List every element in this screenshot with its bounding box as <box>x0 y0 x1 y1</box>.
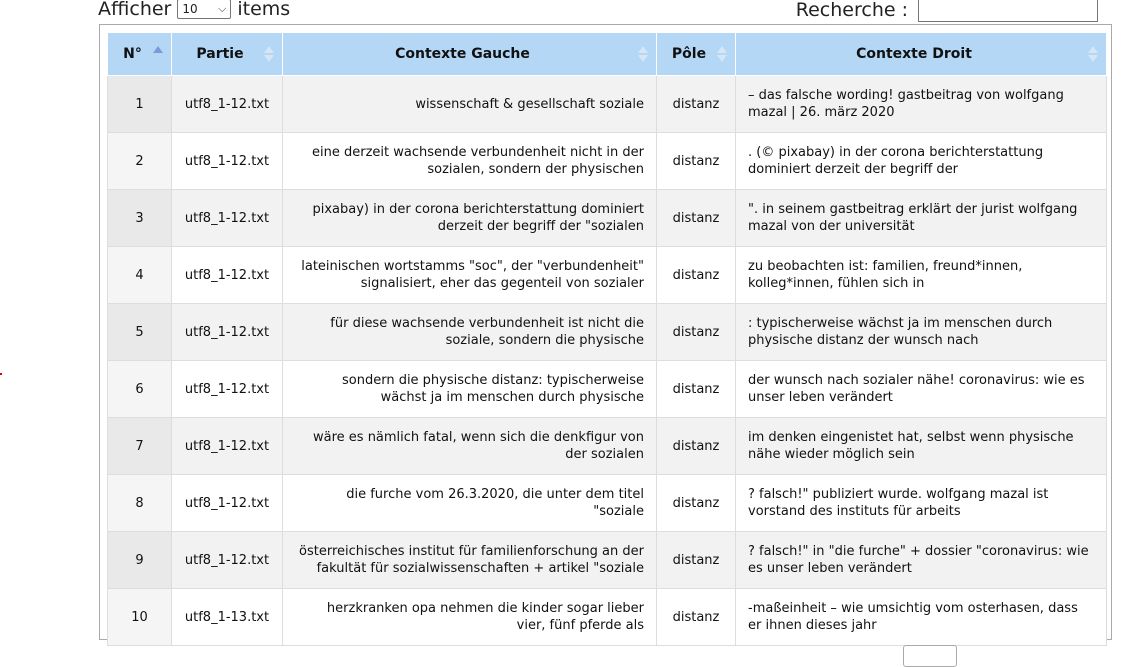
header-row <box>108 33 1107 76</box>
cell-no: 4 <box>108 247 172 304</box>
cell-partie: utf8_1-12.txt <box>172 133 283 190</box>
cell-partie: utf8_1-12.txt <box>172 247 283 304</box>
cell-contexte-gauche: für diese wachsende verbundenheit ist nicht die soziale, sondern die physische <box>283 304 657 361</box>
cell-no: 2 <box>108 133 172 190</box>
cell-pole: distanz <box>657 247 736 304</box>
cell-partie: utf8_1-12.txt <box>172 532 283 589</box>
cell-no: 7 <box>108 418 172 475</box>
cell-contexte-droit: ". in seinem gastbeitrag erklärt der jurist wolfgang mazal von der universität <box>736 190 1107 247</box>
cell-no: 6 <box>108 361 172 418</box>
cell-pole: distanz <box>657 190 736 247</box>
sort-icon <box>264 44 274 64</box>
table-row <box>108 532 1107 589</box>
cell-contexte-gauche: pixabay) in der corona berichterstattung dominiert derzeit der begriff der "sozialen <box>283 190 657 247</box>
cell-partie: utf8_1-12.txt <box>172 475 283 532</box>
sort-icon <box>717 44 727 64</box>
cell-contexte-gauche: wissenschaft & gesellschaft soziale <box>283 76 657 133</box>
table-controls <box>98 0 1098 24</box>
cell-pole: distanz <box>657 532 736 589</box>
page-size-value: 10 <box>182 2 198 16</box>
cell-pole: distanz <box>657 475 736 532</box>
cell-partie: utf8_1-12.txt <box>172 304 283 361</box>
header-no[interactable]: N° <box>108 33 172 76</box>
cell-contexte-droit: . (© pixabay) in der corona berichterstattung dominiert derzeit der begriff der <box>736 133 1107 190</box>
table-row <box>108 190 1107 247</box>
cell-contexte-gauche: sondern die physische distanz: typischerweise wächst ja im menschen durch physische <box>283 361 657 418</box>
table-row <box>108 589 1107 646</box>
chevron-down-icon: ⌵ <box>218 2 227 15</box>
sort-icon <box>638 44 648 64</box>
cell-no: 8 <box>108 475 172 532</box>
cell-contexte-gauche: die furche vom 26.3.2020, die unter dem titel "soziale <box>283 475 657 532</box>
cell-contexte-droit: zu beobachten ist: familien, freund*innen, kolleg*innen, fühlen sich in <box>736 247 1107 304</box>
table-row <box>108 304 1107 361</box>
cell-contexte-gauche: wäre es nämlich fatal, wenn sich die denkfigur von der sozialen <box>283 418 657 475</box>
table-row <box>108 76 1107 133</box>
sort-asc-icon <box>153 44 163 64</box>
table-row <box>108 133 1107 190</box>
pagination-button[interactable] <box>903 645 957 667</box>
search-input[interactable] <box>918 0 1098 22</box>
cell-partie: utf8_1-12.txt <box>172 76 283 133</box>
cell-contexte-droit: -maßeinheit – wie umsichtig vom osterhasen, dass er ihnen dieses jahr <box>736 589 1107 646</box>
sort-icon <box>1088 44 1098 64</box>
page-size-select[interactable] <box>177 0 231 19</box>
cell-partie: utf8_1-12.txt <box>172 361 283 418</box>
cell-contexte-gauche: herzkranken opa nehmen die kinder sogar lieber vier, fünf pferde als <box>283 589 657 646</box>
table-row <box>108 247 1107 304</box>
table-row <box>108 361 1107 418</box>
table-frame <box>99 24 1112 640</box>
header-contexte-droit[interactable]: Contexte Droit <box>736 33 1107 76</box>
header-partie[interactable]: Partie <box>172 33 283 76</box>
cell-contexte-droit: : typischerweise wächst ja im menschen durch physische distanz der wunsch nach <box>736 304 1107 361</box>
search-label: Recherche : <box>795 0 908 21</box>
cell-no: 3 <box>108 190 172 247</box>
header-contexte-gauche[interactable]: Contexte Gauche <box>283 33 657 76</box>
cell-pole: distanz <box>657 418 736 475</box>
cell-partie: utf8_1-12.txt <box>172 190 283 247</box>
cell-contexte-droit: ? falsch!" publiziert wurde. wolfgang mazal ist vorstand des instituts für arbeits <box>736 475 1107 532</box>
cell-contexte-gauche: österreichisches institut für familienforschung an der fakultät für sozialwissenschaften + artikel "soziale <box>283 532 657 589</box>
cell-contexte-droit: ? falsch!" in "die furche" + dossier "coronavirus: wie es unser leben verändert <box>736 532 1107 589</box>
show-label: Afficher <box>98 0 172 20</box>
cell-contexte-droit: im denken eingenistet hat, selbst wenn physische nähe wieder möglich sein <box>736 418 1107 475</box>
cell-pole: distanz <box>657 76 736 133</box>
cell-partie: utf8_1-12.txt <box>172 418 283 475</box>
cell-contexte-gauche: lateinischen wortstamms "soc", der "verbundenheit" signalisiert, eher das gegenteil von sozialer <box>283 247 657 304</box>
concordance-table <box>107 32 1107 646</box>
items-label: items <box>237 0 291 20</box>
stray-dot <box>0 373 2 375</box>
cell-pole: distanz <box>657 589 736 646</box>
cell-no: 9 <box>108 532 172 589</box>
cell-contexte-droit: der wunsch nach sozialer nähe! coronavirus: wie es unser leben verändert <box>736 361 1107 418</box>
cell-partie: utf8_1-13.txt <box>172 589 283 646</box>
cell-contexte-gauche: eine derzeit wachsende verbundenheit nicht in der sozialen, sondern der physischen <box>283 133 657 190</box>
cell-pole: distanz <box>657 304 736 361</box>
cell-contexte-droit: – das falsche wording! gastbeitrag von wolfgang mazal | 26. märz 2020 <box>736 76 1107 133</box>
table-row <box>108 418 1107 475</box>
search-control <box>796 0 1098 22</box>
cell-no: 1 <box>108 76 172 133</box>
cell-pole: distanz <box>657 133 736 190</box>
cell-no: 10 <box>108 589 172 646</box>
page-size-control <box>98 0 290 20</box>
table-row <box>108 475 1107 532</box>
header-pole[interactable]: Pôle <box>657 33 736 76</box>
cell-pole: distanz <box>657 361 736 418</box>
cell-no: 5 <box>108 304 172 361</box>
